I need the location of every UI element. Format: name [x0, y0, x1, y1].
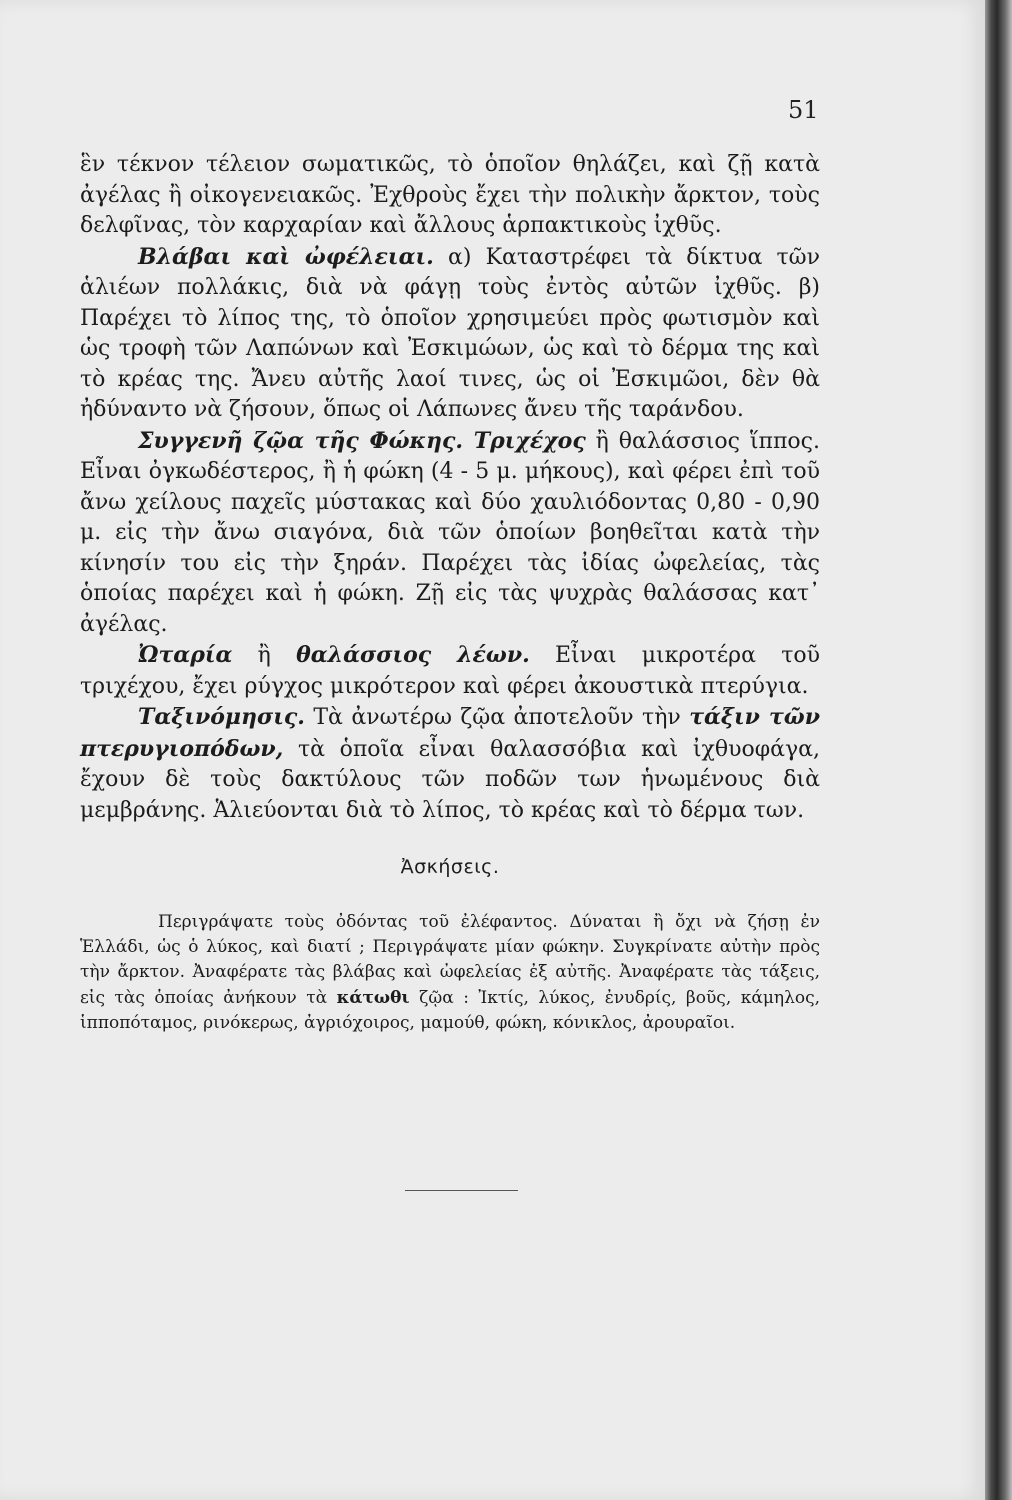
page-number: 51 — [788, 96, 819, 124]
section-heading-otaria: Ὠταρία — [138, 642, 233, 668]
exercises-paragraph — [80, 910, 820, 1036]
paragraph-3-text: ἢ θαλάσσιος ἵππος. Εἶναι ὀγκωδέστερος, ἢ ἡ φώκη (4 - 5 μ. μήκους), καὶ φέρει ἐπὶ τοῦ ἄνω χείλους παχεῖς μύστακας καὶ δύο χαυλιόδοντας 0,80 - 0,90 μ. εἰς τὴν ἄνω σιαγόνα, διὰ τῶν ὁποίων βοηθεῖται κατὰ τὴν κίνησίν του εἰς τὴν ξηράν. Παρέχει τὰς ἰδίας ὠφελείας, τὰς ὁποίας παρέχει καὶ ἡ φώκη. Ζῇ εἰς τὰς ψυχρὰς θαλάσσας κατ᾽ ἀγέλας. — [80, 428, 820, 637]
order-name-emphasis: τάξιν τῶν πτερυγιοπόδων, — [80, 704, 820, 762]
main-text — [80, 150, 820, 826]
paragraph-4-mid: ἢ — [232, 643, 297, 668]
exercises-text-bold: κάτωθι — [336, 987, 410, 1008]
exercises-text-b: ζῷα : Ἰκτίς, λύκος, ἐνυδρίς, βοῦς, κάμηλος, ἱπποπόταμος, ρινόκερως, ἀγριόχοιρος, μαμούθ, φώκη, κόνικλος, ἀρουραῖοι. — [80, 987, 821, 1033]
paragraph-5-text-b: τὰ ὁποῖα εἶναι θαλασσόβια καὶ ἰχθυοφάγα, ἔχουν δὲ τοὺς δακτύλους τῶν ποδῶν των ἡνωμένους διὰ μεμβράνης. Ἁλιεύονται διὰ τὸ λίπος, τὸ κρέας καὶ τὸ δέρμα των. — [80, 736, 820, 823]
section-heading-damages: Βλάβαι καὶ ὠφέλειαι. — [138, 243, 434, 270]
paragraph-related-animals — [80, 426, 820, 641]
paragraph-otaria — [80, 640, 820, 702]
paragraph-1 — [80, 150, 820, 242]
paragraph-5-text-a: Τὰ ἀνωτέρω ζῷα ἀποτελοῦν τὴν — [304, 705, 690, 730]
paragraph-4-text: Εἶναι μικροτέρα τοῦ τριχέχου, ἔχει ρύγχος μικρότερον καὶ φέρει ἀκουστικὰ πτερύγια. — [80, 643, 820, 699]
section-heading-sea-lion: θαλάσσιος λέων. — [296, 642, 530, 668]
paragraph-classification — [80, 702, 820, 826]
book-spine-edge — [985, 0, 1012, 1500]
section-heading-classification: Ταξινόμησις. — [138, 704, 305, 730]
exercises-text-a: Περιγράψατε τοὺς ὀδόντας τοῦ ἐλέφαντος. Δύναται ἢ ὄχι νὰ ζήσῃ ἐν Ἑλλάδι, ὡς ὁ λύκος, καὶ διατί ; Περιγράψατε μίαν φώκην. Συγκρίνατε αὐτὴν πρὸς τὴν ἄρκτον. Ἀναφέρατε τὰς βλάβας καὶ ὠφελείας ἐξ αὐτῆς. Ἀναφέρατε τὰς τάξεις, εἰς τὰς ὁποίας ἀνήκουν τὰ — [80, 912, 820, 1008]
section-divider-rule — [405, 1190, 518, 1191]
exercises-heading: Ἀσκήσεις. — [400, 856, 500, 878]
paragraph-damages-benefits — [80, 242, 820, 426]
paragraph-2-text: α) Καταστρέφει τὰ δίκτυα τῶν ἁλιέων πολλάκις, διὰ νὰ φάγῃ τοὺς ἐντὸς αὐτῶν ἰχθῦς. β) Παρέχει τὸ λίπος της, τὸ ὁποῖον χρησιμεύει πρὸς φωτισμὸν καὶ ὡς τροφὴ τῶν Λαπώνων καὶ Ἐσκιμώων, ὡς καὶ τὸ δέρμα της καὶ τὸ κρέας της. Ἄνευ αὐτῆς λαοί τινες, ὡς οἱ Ἐσκιμῶοι, δὲν θὰ ἠδύναντο νὰ ζήσουν, ὅπως οἱ Λάπωνες ἄνευ τῆς ταράνδου. — [80, 244, 820, 422]
section-heading-related: Συγγενῆ ζῷα τῆς Φώκης. Τριχέχος — [138, 427, 586, 454]
exercises-block — [80, 910, 820, 1036]
paragraph-1-text: ἓν τέκνον τέλειον σωματικῶς, τὸ ὁποῖον θηλάζει, καὶ ζῇ κατὰ ἀγέλας ἢ οἰκογενειακῶς. Ἐχθροὺς ἔχει τὴν πολικὴν ἄρκτον, τοὺς δελφῖνας, τὸν καρχαρίαν καὶ ἄλλους ἁρπακτικοὺς ἰχθῦς. — [80, 152, 820, 238]
